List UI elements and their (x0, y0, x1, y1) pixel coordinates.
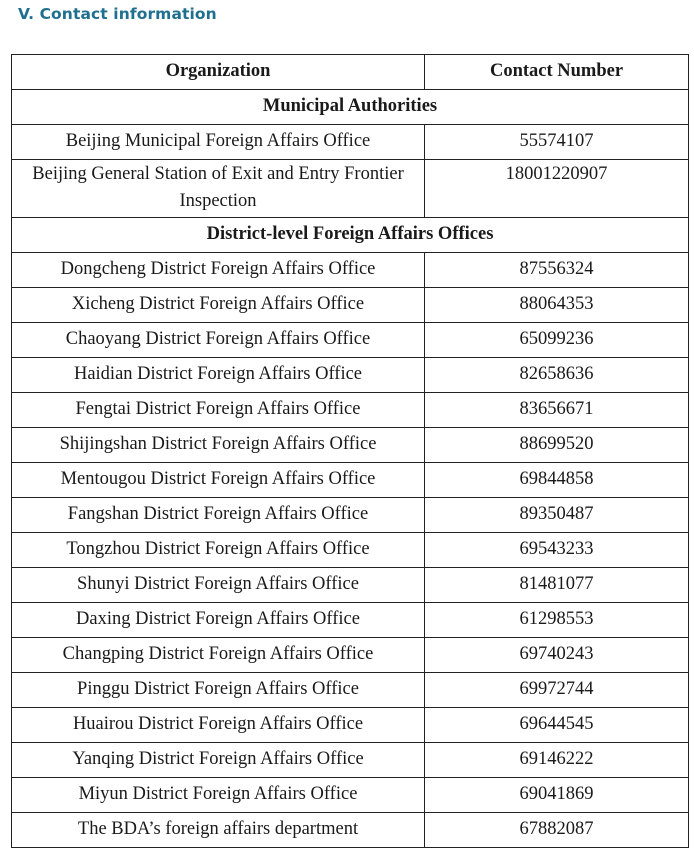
organization-cell: Beijing General Station of Exit and Entry Frontier Inspection (12, 160, 425, 218)
contact-number-cell: 82658636 (425, 358, 689, 393)
table-row (12, 428, 689, 463)
contact-number-cell: 87556324 (425, 253, 689, 288)
contact-number-cell: 67882087 (425, 813, 689, 848)
organization-cell: Shunyi District Foreign Affairs Office (12, 568, 425, 603)
contact-number-cell: 69543233 (425, 533, 689, 568)
contact-number-cell: 69740243 (425, 638, 689, 673)
table-row (12, 160, 689, 218)
contact-number-cell: 55574107 (425, 125, 689, 160)
contact-number-cell: 88699520 (425, 428, 689, 463)
group-header: Municipal Authorities (12, 90, 689, 125)
contact-number-cell: 83656671 (425, 393, 689, 428)
contact-number-cell: 69644545 (425, 708, 689, 743)
organization-cell: Shijingshan District Foreign Affairs Office (12, 428, 425, 463)
contact-number-cell: 61298553 (425, 603, 689, 638)
organization-cell: Huairou District Foreign Affairs Office (12, 708, 425, 743)
organization-cell: The BDA’s foreign affairs department (12, 813, 425, 848)
table-row (12, 603, 689, 638)
table-row (12, 323, 689, 358)
contact-number-cell: 69844858 (425, 463, 689, 498)
contact-number-cell: 81481077 (425, 568, 689, 603)
table-row (12, 498, 689, 533)
contact-number-cell: 69972744 (425, 673, 689, 708)
table-row (12, 673, 689, 708)
organization-cell: Fengtai District Foreign Affairs Office (12, 393, 425, 428)
contact-number-cell: 69146222 (425, 743, 689, 778)
table-header-row (12, 55, 689, 90)
contact-number-cell: 69041869 (425, 778, 689, 813)
organization-cell: Beijing Municipal Foreign Affairs Office (12, 125, 425, 160)
table-row (12, 743, 689, 778)
group-header-row (12, 90, 689, 125)
organization-cell: Miyun District Foreign Affairs Office (12, 778, 425, 813)
table-row (12, 778, 689, 813)
organization-cell: Xicheng District Foreign Affairs Office (12, 288, 425, 323)
table-row (12, 568, 689, 603)
contact-table (11, 54, 689, 848)
table-row (12, 253, 689, 288)
column-header-organization: Organization (12, 55, 425, 90)
organization-cell: Chaoyang District Foreign Affairs Office (12, 323, 425, 358)
organization-cell: Changping District Foreign Affairs Office (12, 638, 425, 673)
organization-cell: Daxing District Foreign Affairs Office (12, 603, 425, 638)
organization-cell: Dongcheng District Foreign Affairs Office (12, 253, 425, 288)
table-row (12, 813, 689, 848)
column-header-contact-number: Contact Number (425, 55, 689, 90)
table-row (12, 393, 689, 428)
contact-number-cell: 89350487 (425, 498, 689, 533)
table-row (12, 288, 689, 323)
table-row (12, 708, 689, 743)
organization-cell: Mentougou District Foreign Affairs Office (12, 463, 425, 498)
table-row (12, 533, 689, 568)
section-title: V. Contact information (18, 5, 217, 23)
organization-cell: Pinggu District Foreign Affairs Office (12, 673, 425, 708)
organization-cell: Tongzhou District Foreign Affairs Office (12, 533, 425, 568)
contact-number-cell: 88064353 (425, 288, 689, 323)
table-row (12, 463, 689, 498)
organization-cell: Fangshan District Foreign Affairs Office (12, 498, 425, 533)
contact-number-cell: 18001220907 (425, 160, 689, 218)
organization-cell: Haidian District Foreign Affairs Office (12, 358, 425, 393)
table-row (12, 638, 689, 673)
table-row (12, 358, 689, 393)
group-header-row (12, 218, 689, 253)
contact-number-cell: 65099236 (425, 323, 689, 358)
group-header: District-level Foreign Affairs Offices (12, 218, 689, 253)
table-row (12, 125, 689, 160)
organization-cell: Yanqing District Foreign Affairs Office (12, 743, 425, 778)
